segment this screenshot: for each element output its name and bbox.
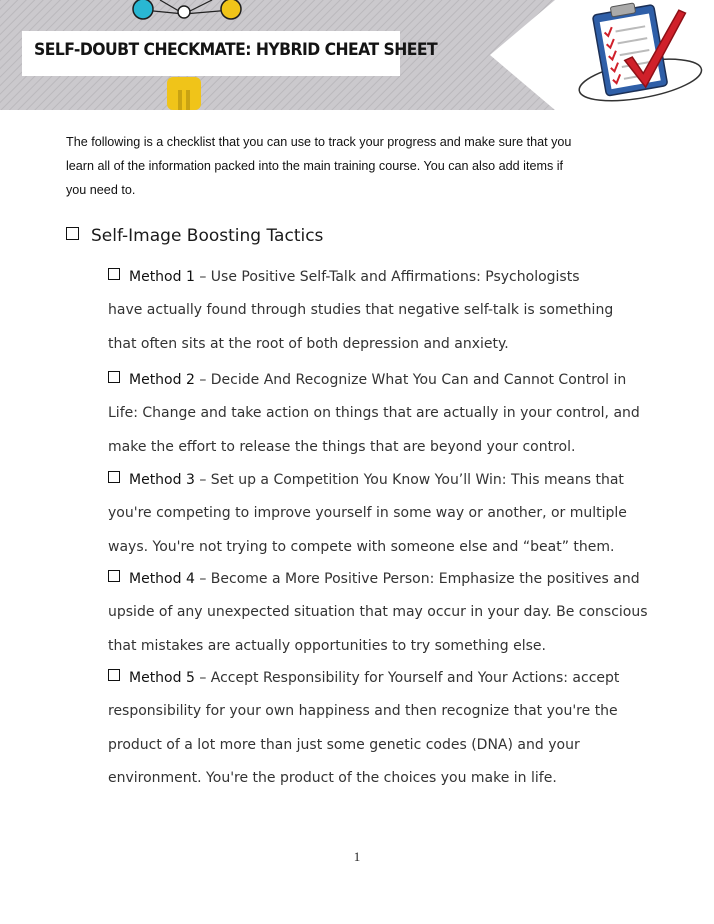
method-item-4 bbox=[108, 563, 668, 663]
method-checkbox[interactable] bbox=[108, 570, 120, 582]
method-text: upside of any unexpected situation that may occur in your day. Be conscious bbox=[108, 604, 648, 621]
method-text: have actually found through studies that negative self-talk is something bbox=[108, 302, 614, 319]
method-checkbox[interactable] bbox=[108, 471, 120, 483]
page-title: SELF-DOUBT CHECKMATE: HYBRID CHEAT SHEET bbox=[34, 40, 438, 60]
method-text: – Become a More Positive Person: Emphasize the positives and bbox=[194, 571, 640, 587]
method-text: – Use Positive Self-Talk and Affirmations: Psychologists bbox=[194, 269, 580, 285]
method-item-3 bbox=[108, 464, 668, 564]
method-label: Method 5 bbox=[129, 670, 195, 686]
intro-line: you need to. bbox=[66, 183, 136, 197]
method-item-5 bbox=[108, 662, 668, 795]
intro-line: The following is a checklist that you can use to track your progress and make sure that you bbox=[66, 135, 572, 149]
method-checkbox[interactable] bbox=[108, 371, 120, 383]
method-text: responsibility for your own happiness and then recognize that you're the bbox=[108, 703, 618, 720]
method-text: Life: Change and take action on things that are actually in your control, and bbox=[108, 405, 640, 422]
intro-paragraph bbox=[66, 130, 646, 202]
method-text: – Set up a Competition You Know You’ll Win: This means that bbox=[194, 472, 624, 488]
method-text: ways. You're not trying to compete with someone else and “beat” them. bbox=[108, 538, 615, 555]
method-text: – Decide And Recognize What You Can and Cannot Control in bbox=[194, 372, 627, 388]
method-label: Method 3 bbox=[129, 472, 195, 488]
section-checkbox[interactable] bbox=[66, 227, 79, 240]
method-text: that mistakes are actually opportunities to try something else. bbox=[108, 637, 546, 654]
method-label: Method 1 bbox=[129, 269, 195, 285]
page-number: 1 bbox=[353, 849, 361, 864]
method-text: make the effort to release the things that are beyond your control. bbox=[108, 438, 576, 455]
intro-line: learn all of the information packed into the main training course. You can also add items if bbox=[66, 159, 564, 173]
method-text: product of a lot more than just some genetic codes (DNA) and your bbox=[108, 736, 580, 753]
method-text: – Accept Responsibility for Yourself and Your Actions: accept bbox=[194, 670, 620, 686]
section-heading bbox=[66, 226, 323, 246]
method-label: Method 2 bbox=[129, 372, 195, 388]
checklist-clipboard-icon bbox=[566, 0, 705, 108]
method-text: you're competing to improve yourself in some way or another, or multiple bbox=[108, 505, 627, 522]
method-item-2 bbox=[108, 364, 668, 464]
method-text: environment. You're the product of the choices you make in life. bbox=[108, 769, 557, 786]
section-title: Self-Image Boosting Tactics bbox=[91, 226, 324, 246]
method-label: Method 4 bbox=[129, 571, 195, 587]
method-text: that often sits at the root of both depression and anxiety. bbox=[108, 335, 509, 352]
method-checkbox[interactable] bbox=[108, 669, 120, 681]
method-item-1 bbox=[108, 261, 668, 361]
method-checkbox[interactable] bbox=[108, 268, 120, 280]
header-banner bbox=[0, 0, 714, 110]
